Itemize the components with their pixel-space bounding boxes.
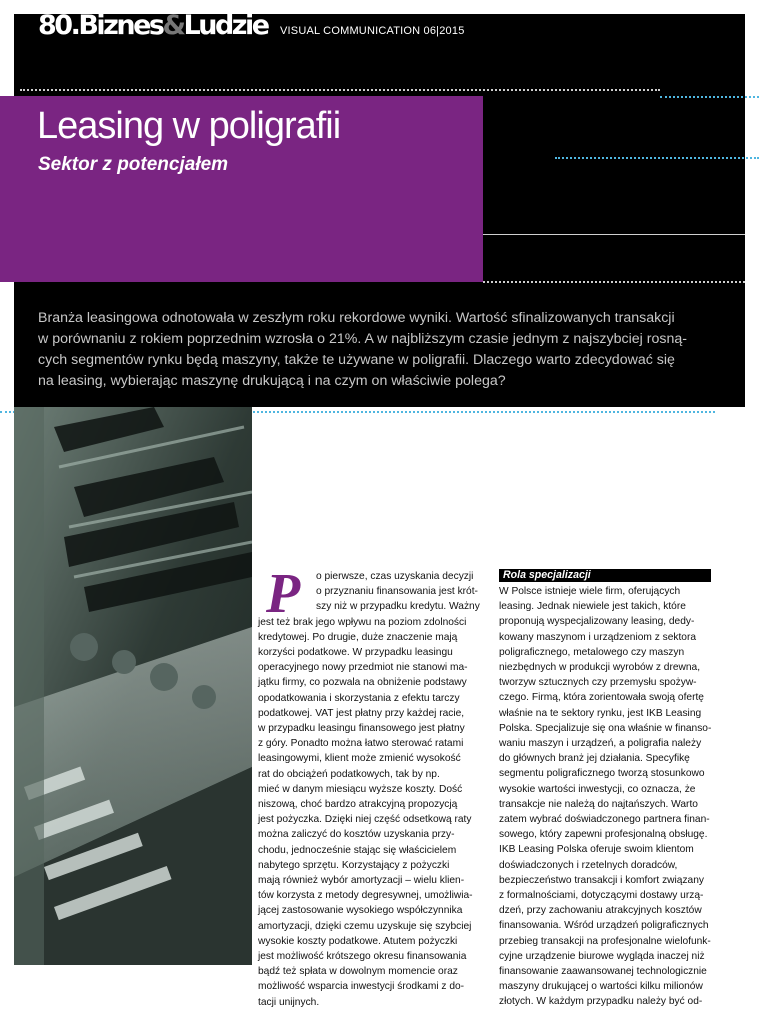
body-line: bądź też spłata w dowolnym momencie oraz: [258, 966, 458, 978]
body-line: z góry. Ponadto można łatwo sterować ratami: [258, 738, 464, 750]
section-heading: Rola specjalizacji: [499, 569, 711, 582]
body-line: proponują wyspecjalizowany leasing, dedy-: [499, 616, 695, 628]
lead-line: Branża leasingowa odnotowała w zeszłym roku rekordowe wyniki. Wartość sfinalizowanych transakcji: [38, 310, 675, 326]
body-line: możliwość wsparcia inwestycji środkami z do-: [258, 981, 465, 993]
body-line: wysokie wartości inwestycji, co oznacza, że: [499, 783, 696, 795]
body-line: niszową, choć bardzo atrakcyjną propozycją: [258, 799, 458, 811]
body-line: rat do obciążeń podatkowych, tak by np.: [258, 768, 440, 780]
body-line: jest możliwość krótszego okresu finansowania: [258, 951, 467, 963]
body-line: tworzyw sztucznych czy przemysłu spożyw-: [499, 677, 697, 689]
body-line: o pierwsze, czas uzyskania decyzji: [316, 571, 474, 582]
body-line: dzeń, przy zachowaniu atrakcyjnych kosztów: [499, 905, 702, 917]
body-line: wysokie koszty podatkowe. Atutem pożyczki: [258, 935, 458, 947]
body-line: tacji unijnych.: [258, 996, 320, 1008]
lead-line: cych segmentów rynku będą maszyny, także te używane w poligrafii. Dlaczego warto zdecydować się: [38, 352, 675, 368]
body-column-1: [258, 563, 490, 1010]
body-line: W Polsce istnieje wiele firm, oferujących: [499, 586, 681, 597]
body-line: kredytowej. Po drugie, duże znaczenie mają: [258, 631, 458, 643]
body-line: transakcje nie należą do najtańszych. Warto: [499, 798, 698, 810]
body-line: opodatkowania i skorzystania z efektu tarczy: [258, 692, 460, 704]
article-title: Leasing w poligrafii: [37, 105, 341, 147]
body-line: chodu, jednocześnie stając się właścicielem: [258, 844, 457, 856]
body-line: niezbędnych w produkcji wyrobów z drewna,: [499, 662, 701, 674]
body-line: amortyzacji, dzięki czemu uzyskuje się szybciej: [258, 920, 472, 932]
article-subtitle: Sektor z potencjałem: [38, 154, 229, 175]
body-line: segmentu poligraficznego tworzą stosunkowo: [499, 768, 705, 780]
body-line: Polska. Specjalizuje się ona właśnie w finanso-: [499, 722, 712, 734]
printing-press-photo: [14, 407, 252, 965]
body-line: doświadczonych i rzetelnych doradców,: [499, 859, 678, 871]
lead-line: w porównaniu z rokiem poprzednim wzrosła o 21%. A w najbliższym czasie jednym z najszybciej rosną-: [38, 331, 687, 347]
body-line: IKB Leasing Polska oferuje swoim klientom: [499, 844, 694, 856]
body-line: przebieg transakcji na profesjonalne wielofunk-: [499, 935, 711, 947]
body-line: w przypadku leasingu finansowego jest płatny: [258, 723, 465, 735]
body-line: leasing. Jednak niewiele jest takich, które: [499, 601, 686, 613]
body-line: jącej zastosowanie wysokiego współczynnika: [258, 905, 463, 917]
body-line: bezpieczeństwo transakcji i komfort związany: [499, 874, 704, 886]
article-lead: [38, 308, 728, 392]
body-line: do głównych branż jej działania. Specyfikę: [499, 753, 690, 765]
body-line: sowego, który zapewni profesjonalną obsługę.: [499, 829, 708, 841]
body-line: finansowania. Wśród urządzeń poligraficznych: [499, 920, 709, 932]
body-line: o przyznaniu finansowania jest krót-: [316, 586, 478, 598]
body-line: operacyjnego nowy przedmiot nie stanowi ma-: [258, 662, 468, 674]
body-line: maszyny drukującej o wartości kilku milionów: [499, 981, 703, 993]
page-number-section-label: 80.Biznes&Ludzie: [38, 10, 268, 41]
body-line: waniu maszyn i urządzeń, a poligrafia należy: [499, 738, 702, 750]
drop-cap: P: [266, 563, 301, 625]
body-column-2: [499, 584, 714, 1010]
body-line: jest pożyczka. Dzięki niej część odsetkową raty: [258, 814, 472, 826]
body-line: kowany maszynom i urządzeniom z sektora: [499, 631, 697, 643]
dotted-divider: [660, 96, 759, 98]
rule-line: [483, 234, 745, 235]
dotted-divider: [555, 157, 759, 159]
body-line: czego. Firmą, która zorientowała swoją ofertę: [499, 692, 704, 704]
body-line: mają również wybór amortyzacji – wielu klien-: [258, 875, 465, 887]
body-line: szy niż w przypadku kredytu. Ważny: [316, 601, 480, 613]
body-line: jest też brak jego wpływu na poziom zdolności: [258, 616, 467, 628]
body-line: z formalnościami, dotyczącymi dostawy urzą-: [499, 890, 704, 902]
body-line: leasingowymi, klient może zmienić wysokość: [258, 753, 461, 765]
body-line: korzyści podatkowe. W przypadku leasingu: [258, 647, 453, 659]
body-line: złotych. W każdym przypadku należy być od-: [499, 996, 703, 1008]
body-line: mieć w danym miesiącu wyższe koszty. Dość: [258, 783, 463, 795]
body-line: jątku firmy, co pozwala na obniżenie podstawy: [258, 677, 467, 689]
body-line: finansowanie zaawansowanej technologicznie: [499, 966, 707, 978]
body-line: podatkowej. VAT jest płatny przy każdej racie,: [258, 707, 465, 719]
body-line: cyjne urządzenie biurowe wygląda inaczej niż: [499, 950, 705, 962]
lead-line: na leasing, wybierając maszynę drukującą i na czym on właściwie polega?: [38, 373, 506, 389]
body-line: można zaliczyć do kosztów uzyskania przy-: [258, 829, 455, 841]
publication-issue: VISUAL COMMUNICATION 06|2015: [280, 25, 465, 37]
dotted-divider: [483, 281, 745, 283]
body-line: nabytego sprzętu. Korzystający z pożyczki: [258, 859, 450, 871]
dotted-divider: [20, 89, 660, 91]
body-line: poligraficznego, metalowego czy maszyn: [499, 646, 685, 658]
body-line: zatem wybrać doświadczonego partnera finan-: [499, 814, 710, 826]
body-line: właśnie na te sektory rynku, jest IKB Leasing: [499, 707, 702, 719]
body-line: tów korzysta z metody degresywnej, umożliwia-: [258, 890, 473, 902]
